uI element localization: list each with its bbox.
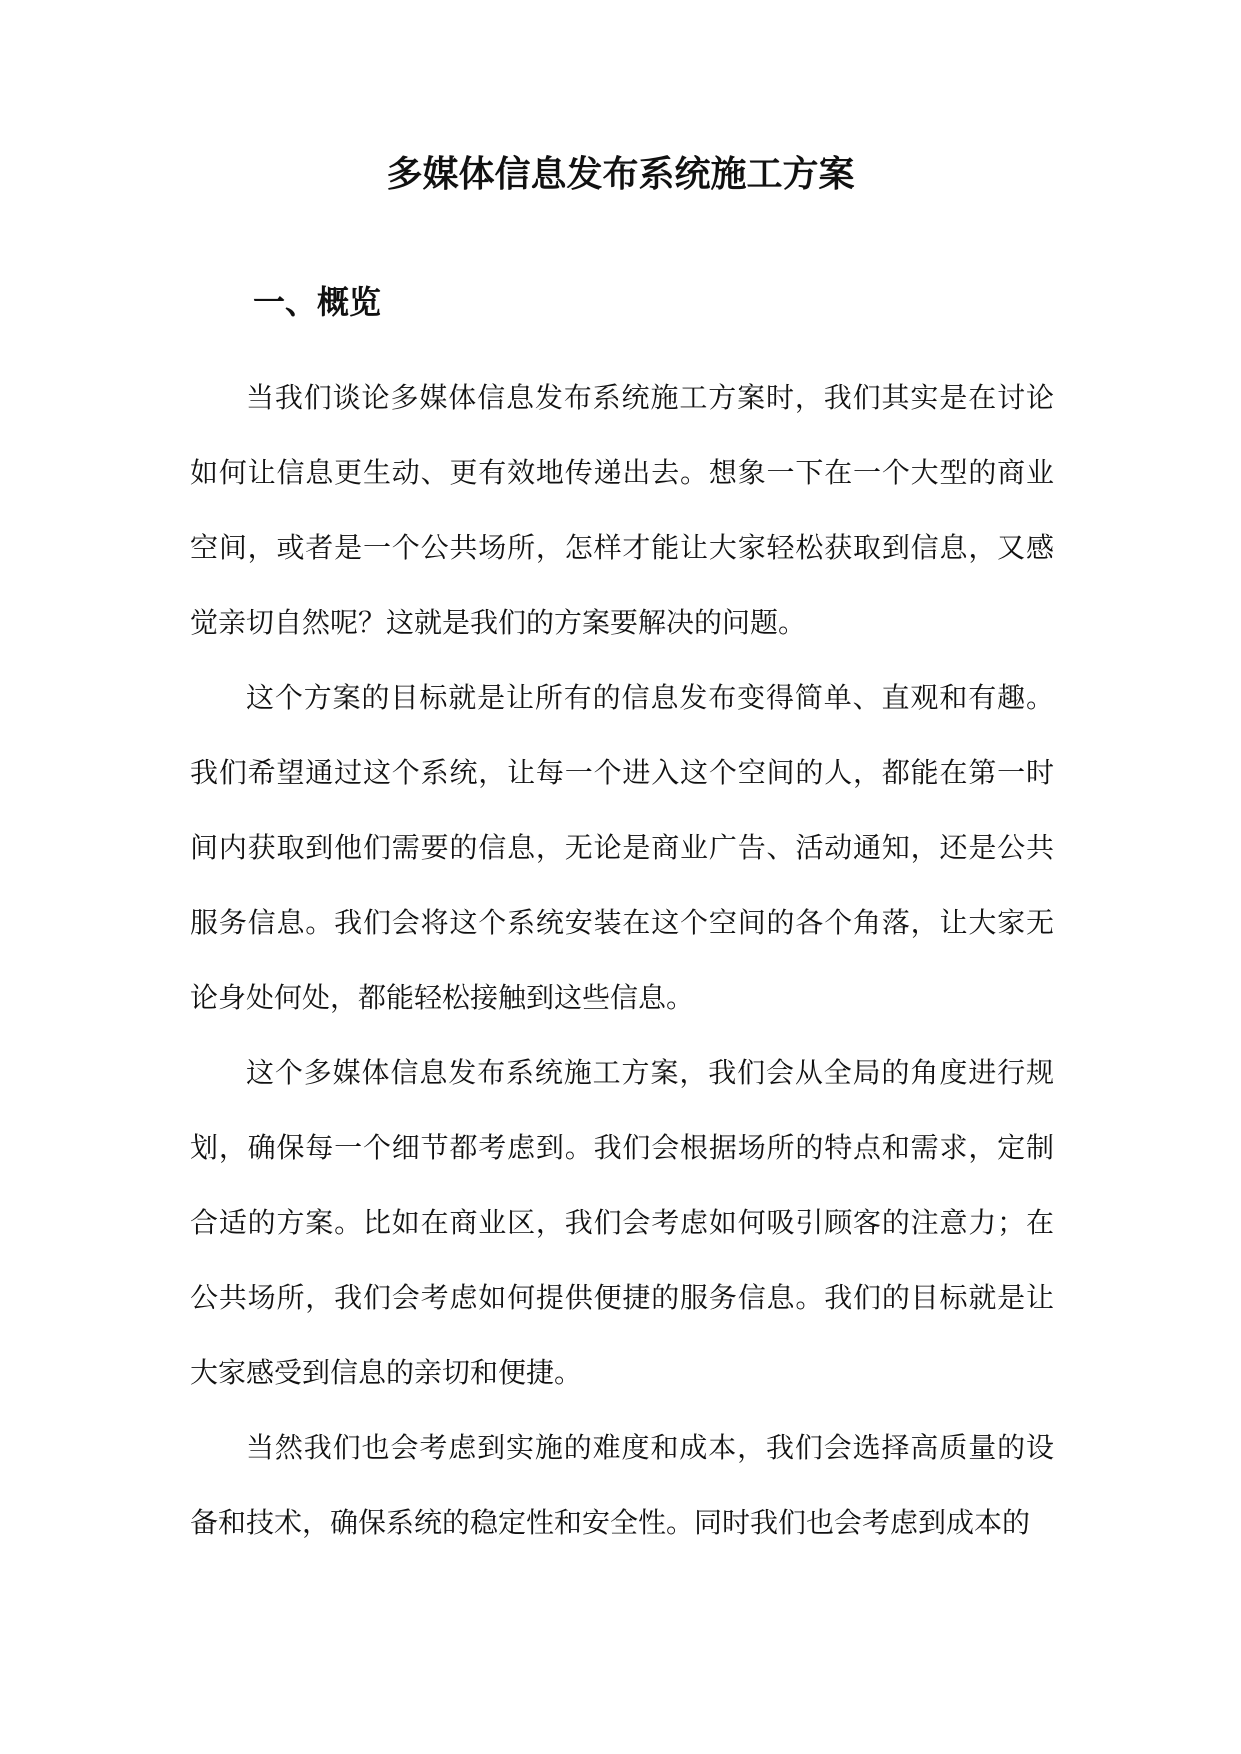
document-title: 多媒体信息发布系统施工方案 [386, 153, 855, 195]
document-body [190, 360, 1054, 1560]
paragraph: 这个多媒体信息发布系统施工方案，我们会从全局的角度进行规划，确保每一个细节都考虑到。我们会根据场所的特点和需求，定制合适的方案。比如在商业区，我们会考虑如何吸引顾客的注意力；在公共场所，我们会考虑如何提供便捷的服务信息。我们的目标就是让大家感受到信息的亲切和便捷。 [190, 1056, 1054, 1389]
section-heading-overview: 一、概览 [253, 283, 382, 321]
paragraph: 当然我们也会考虑到实施的难度和成本，我们会选择高质量的设备和技术，确保系统的稳定性和安全性。同时我们也会考虑到成本的 [190, 1431, 1054, 1539]
paragraph: 这个方案的目标就是让所有的信息发布变得简单、直观和有趣。我们希望通过这个系统，让每一个进入这个空间的人，都能在第一时间内获取到他们需要的信息，无论是商业广告、活动通知，还是公共服务信息。我们会将这个系统安装在这个空间的各个角落，让大家无论身处何处，都能轻松接触到这些信息。 [190, 681, 1054, 1014]
paragraph: 当我们谈论多媒体信息发布系统施工方案时，我们其实是在讨论如何让信息更生动、更有效地传递出去。想象一下在一个大型的商业空间，或者是一个公共场所，怎样才能让大家轻松获取到信息，又感觉亲切自然呢？这就是我们的方案要解决的问题。 [190, 381, 1054, 639]
